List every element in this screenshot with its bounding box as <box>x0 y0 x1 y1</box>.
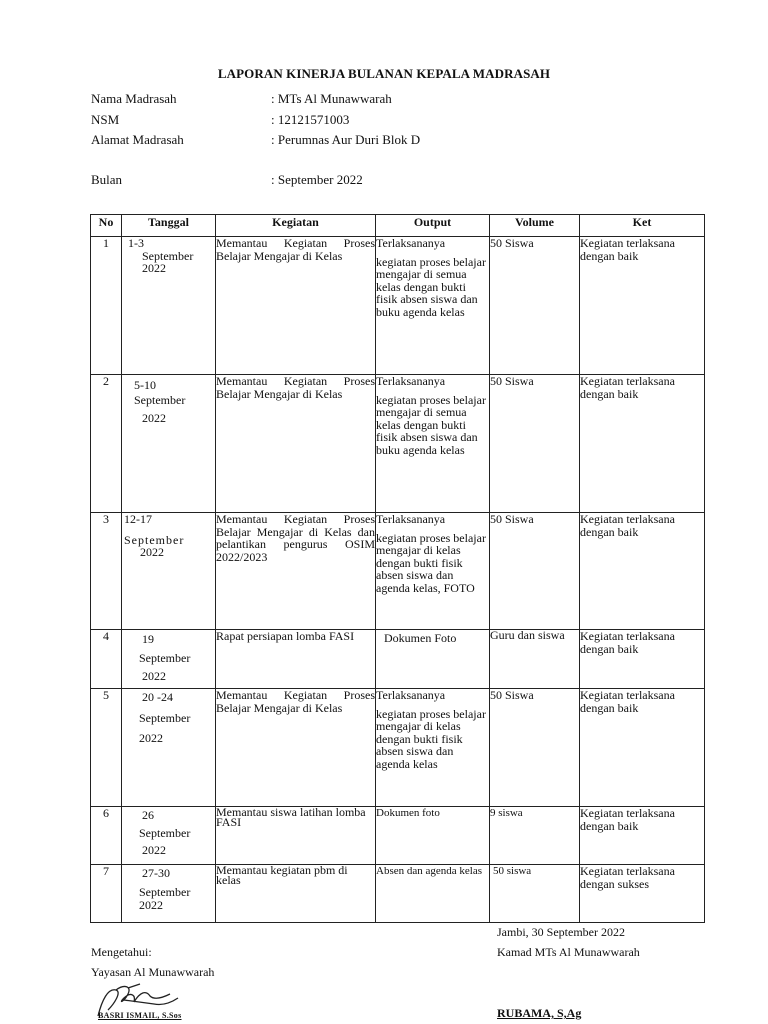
row-activity: Rapat persiapan lomba FASI <box>216 630 376 689</box>
date-range: 5-10 <box>134 378 156 392</box>
date-year: 2022 <box>140 545 164 559</box>
row-number: 7 <box>91 865 122 923</box>
row-output <box>376 689 490 807</box>
header-output: Output <box>376 215 490 237</box>
row-note: Kegiatan terlaksana dengan baik <box>580 630 705 689</box>
date-month: September <box>139 825 191 840</box>
table-row <box>91 375 705 513</box>
row-activity: Memantau Kegiatan Proses Belajar Mengajar di Kelas <box>216 375 376 513</box>
row-number: 5 <box>91 689 122 807</box>
table-row <box>91 630 705 689</box>
date-year: 2022 <box>139 898 163 912</box>
output-status: Terlaksananya <box>376 374 446 388</box>
date-range: 26 <box>142 808 154 822</box>
place-date: Jambi, 30 September 2022 <box>497 925 625 939</box>
info-label: Bulan <box>91 172 123 187</box>
date-month: September <box>124 532 185 547</box>
output-status: Terlaksananya <box>376 236 446 250</box>
date-range: 20 -24 <box>142 690 173 704</box>
date-range: 1-3 <box>128 236 144 250</box>
output-status: Dokumen Foto <box>384 631 457 645</box>
info-value: : Perumnas Aur Duri Blok D <box>271 132 421 147</box>
info-value: : 12121571003 <box>271 112 350 127</box>
row-note: Kegiatan terlaksana dengan baik <box>580 513 705 630</box>
row-output <box>376 513 490 630</box>
table-row <box>91 807 705 865</box>
row-output <box>376 865 490 923</box>
row-date <box>122 807 216 865</box>
row-date <box>122 513 216 630</box>
row-output <box>376 630 490 689</box>
report-table <box>90 214 705 923</box>
header-tanggal: Tanggal <box>122 215 216 237</box>
header-no: No <box>91 215 122 237</box>
row-volume: 50 siswa <box>490 865 580 923</box>
header-kegiatan: Kegiatan <box>216 215 376 237</box>
row-note: Kegiatan terlaksana dengan baik <box>580 689 705 807</box>
row-number: 6 <box>91 807 122 865</box>
info-label: Nama Madrasah <box>91 91 177 106</box>
output-status: Absen dan agenda kelas <box>376 865 482 877</box>
row-activity: Memantau siswa latihan lomba FASI <box>216 807 376 865</box>
date-year: 2022 <box>142 411 166 425</box>
row-volume: Guru dan siswa <box>490 630 580 689</box>
date-range: 19 <box>142 632 154 646</box>
row-volume: 50 Siswa <box>490 237 580 375</box>
row-output <box>376 237 490 375</box>
row-note: Kegiatan terlaksana dengan baik <box>580 807 705 865</box>
info-value: : MTs Al Munawwarah <box>271 91 392 106</box>
row-volume: 50 Siswa <box>490 513 580 630</box>
acknowledge-label: Mengetahui: <box>91 945 152 959</box>
row-date <box>122 237 216 375</box>
row-volume: 9 siswa <box>490 807 580 865</box>
foundation-signer-name: BASRI ISMAIL, S.Sos <box>98 1011 182 1020</box>
report-title: LAPORAN KINERJA BULANAN KEPALA MADRASAH <box>217 66 551 81</box>
row-activity: Memantau kegiatan pbm di kelas <box>216 865 376 923</box>
table-row <box>91 865 705 923</box>
date-year: 2022 <box>139 731 163 745</box>
row-note: Kegiatan terlaksana dengan baik <box>580 237 705 375</box>
row-activity: Memantau Kegiatan Proses Belajar Mengajar di Kelas dan pelantikan pengurus OSIM 2022/2023 <box>216 513 376 630</box>
row-number: 4 <box>91 630 122 689</box>
row-output <box>376 807 490 865</box>
header-ket: Ket <box>580 215 705 237</box>
date-month: September <box>142 248 194 263</box>
info-label: NSM <box>91 112 120 127</box>
row-date <box>122 865 216 923</box>
head-signer-name: RUBAMA, S,Ag <box>497 1006 582 1020</box>
date-year: 2022 <box>142 669 166 683</box>
row-date <box>122 375 216 513</box>
date-year: 2022 <box>142 261 166 275</box>
date-month: September <box>139 650 191 665</box>
row-output <box>376 375 490 513</box>
header-volume: Volume <box>490 215 580 237</box>
row-number: 1 <box>91 237 122 375</box>
date-range: 12-17 <box>124 512 152 526</box>
table-row <box>91 513 705 630</box>
date-year: 2022 <box>142 843 166 857</box>
row-number: 2 <box>91 375 122 513</box>
output-detail: kegiatan proses belajar mengajar di kelas dengan bukti fisik absen siswa dan agenda kelas <box>376 706 486 771</box>
output-detail: kegiatan proses belajar mengajar di kelas dengan bukti fisik absen siswa dan agenda kelas, FOTO <box>376 530 486 595</box>
row-date <box>122 630 216 689</box>
table-row <box>91 689 705 807</box>
table-row <box>91 237 705 375</box>
row-note: Kegiatan terlaksana dengan sukses <box>580 865 705 923</box>
info-value: : September 2022 <box>271 172 363 187</box>
date-month: September <box>134 392 186 407</box>
foundation-name: Yayasan Al Munawwarah <box>91 965 215 979</box>
table-header-row <box>91 215 705 237</box>
row-date <box>122 689 216 807</box>
row-volume: 50 Siswa <box>490 689 580 807</box>
output-status: Terlaksananya <box>376 512 446 526</box>
output-status: Terlaksananya <box>376 688 446 702</box>
row-volume: 50 Siswa <box>490 375 580 513</box>
info-label: Alamat Madrasah <box>91 132 184 147</box>
row-activity: Memantau Kegiatan Proses Belajar Mengajar di Kelas <box>216 237 376 375</box>
date-month: September <box>139 884 191 899</box>
row-note: Kegiatan terlaksana dengan baik <box>580 375 705 513</box>
date-range: 27-30 <box>142 866 170 880</box>
date-month: September <box>139 710 191 725</box>
output-status: Dokumen foto <box>376 807 440 819</box>
head-title: Kamad MTs Al Munawwarah <box>497 945 640 959</box>
row-activity: Memantau Kegiatan Proses Belajar Mengajar di Kelas <box>216 689 376 807</box>
output-detail: kegiatan proses belajar mengajar di semua kelas dengan bukti fisik absen siswa dan buku agenda kelas <box>376 392 486 457</box>
output-detail: kegiatan proses belajar mengajar di semua kelas dengan bukti fisik absen siswa dan buku agenda kelas <box>376 254 486 319</box>
row-number: 3 <box>91 513 122 630</box>
